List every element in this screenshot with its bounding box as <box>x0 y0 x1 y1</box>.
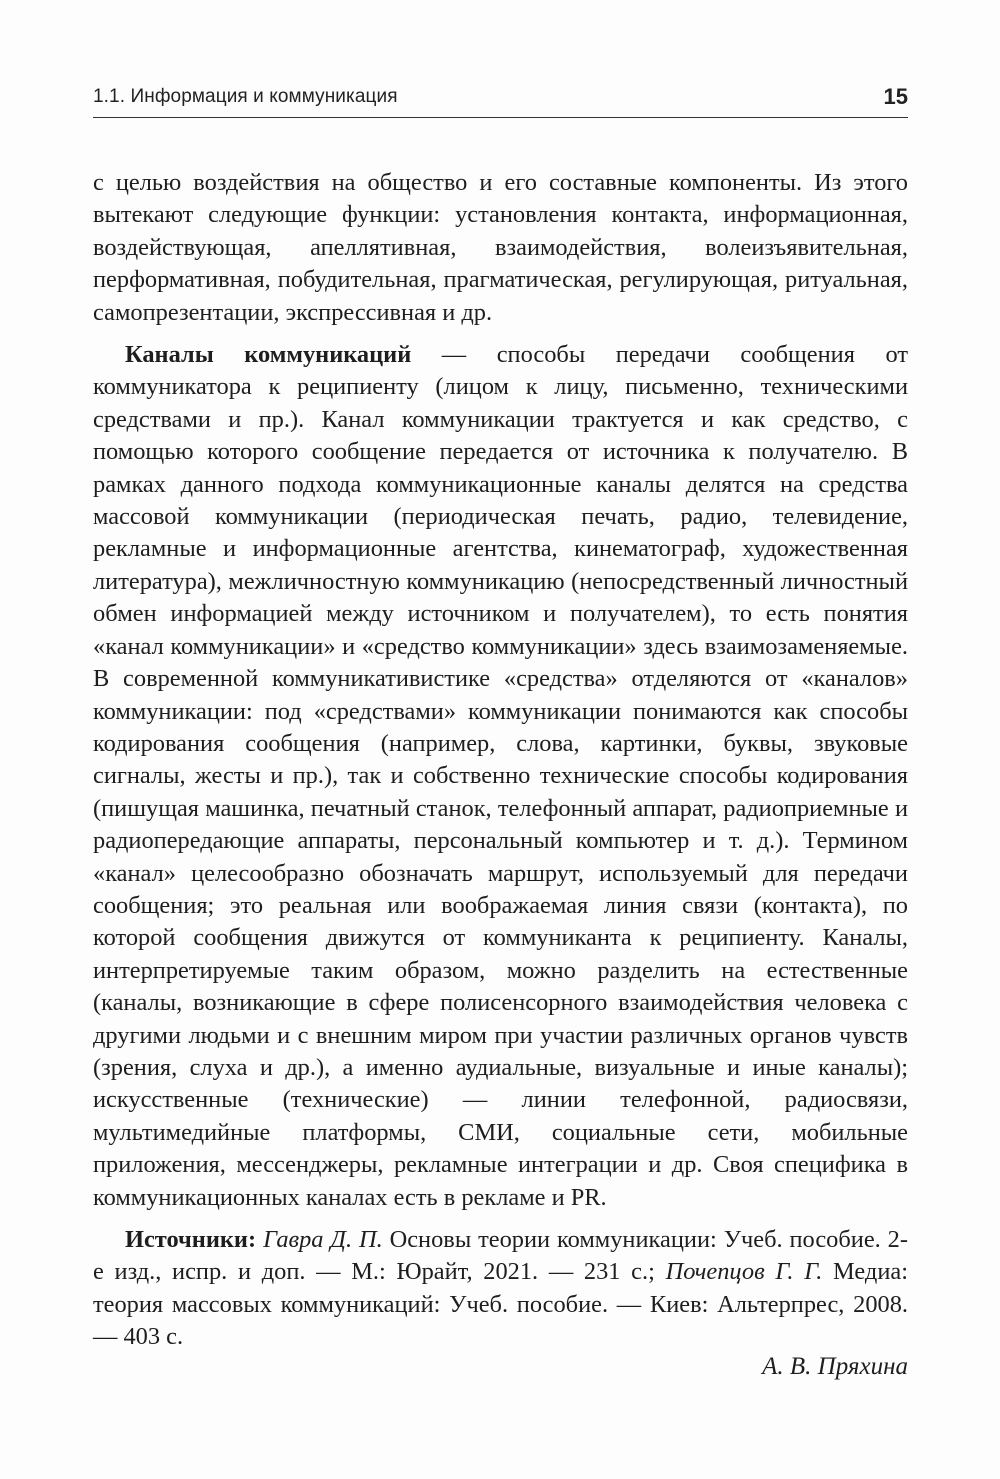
running-header <box>93 84 908 112</box>
source-author-2: Почепцов Г. Г. <box>665 1258 823 1286</box>
channels-definition: — способы передачи сообщения от коммуникатора к реципиенту (лицом к лицу, письменно, техническими средствами и пр.). Канал коммуникации трактуется и как средство, с помощью которого сообщение передается от источника к получателю. В рамках данного подхода коммуникационные каналы делятся на средства массовой коммуникации (периодическая печать, радио, телевидение, рекламные и информационные агентства, кинематограф, художественная литература), межличностную коммуникацию (непосредственный личностный обмен информацией между источником и получателем), то есть понятия «канал коммуникации» и «средство коммуникации» здесь взаимозаменяемые. В современной коммуникативистике «средства» отделяются от «каналов» коммуникации: под «средствами» коммуникации понимаются как способы кодирования сообщения (например, слова, картинки, буквы, звуковые сигналы, жесты и пр.), так и собственно технические способы кодирования (пишущая машинка, печатный станок, телефонный аппарат, радиоприемные и радиопередающие аппараты, персональный компьютер и т. д.). Термином «канал» целесообразно обозначать маршрут, используемый для передачи сообщения; это реальная или воображаемая линия связи (контакта), по которой сообщения движутся от коммуниканта к реципиенту. Каналы, интерпретируемые таким образом, можно разделить на естественные (каналы, возникающие в сфере полисенсорного взаимодействия человека с другими людьми и с внешним миром при участии различных органов чувств (зрения, слуха и др.), а именно аудиальные, визуальные и иные каналы); искусственные (технические) — линии телефонной, радиосвязи, мультимедийные платформы, СМИ, социальные сети, мобильные приложения, мессенджеры, рекламные интеграции и др. Своя специфика в коммуникационных каналах есть в рекламе и PR. <box>93 341 908 1211</box>
page-number: 15 <box>883 84 908 109</box>
section-title: 1.1. Информация и коммуникация <box>93 86 398 107</box>
header-divider <box>93 117 908 118</box>
paragraph-channels <box>93 339 908 1214</box>
body-text <box>93 167 908 1354</box>
article-author: А. В. Пряхина <box>762 1353 908 1380</box>
paragraph-sources <box>93 1224 908 1354</box>
source-reference-1: Основы теории коммуникации: Учеб. пособие. 2-е изд., испр. и доп. — М.: Юрайт, 2021. — 231 с.; <box>93 1226 908 1286</box>
source-reference-2: Медиа: теория массовых коммуникаций: Учеб. пособие. — Киев: Альтерпрес, 2008. — 403 с. <box>93 1258 908 1351</box>
source-author-1: Гавра Д. П. <box>263 1226 383 1253</box>
sources-label: Источники: <box>125 1226 257 1253</box>
term-channels: Каналы коммуникаций <box>125 341 412 369</box>
paragraph-functions: с целью воздействия на общество и его составные компоненты. Из этого вытекают следующие функции: установления контакта, информационная, воздействующая, апеллятивная, взаимодействия, волеизъявительная, перформативная, побудительная, прагматическая, регулирующая, ритуальная, самопрезентации, экспрессивная и др. <box>93 169 908 326</box>
